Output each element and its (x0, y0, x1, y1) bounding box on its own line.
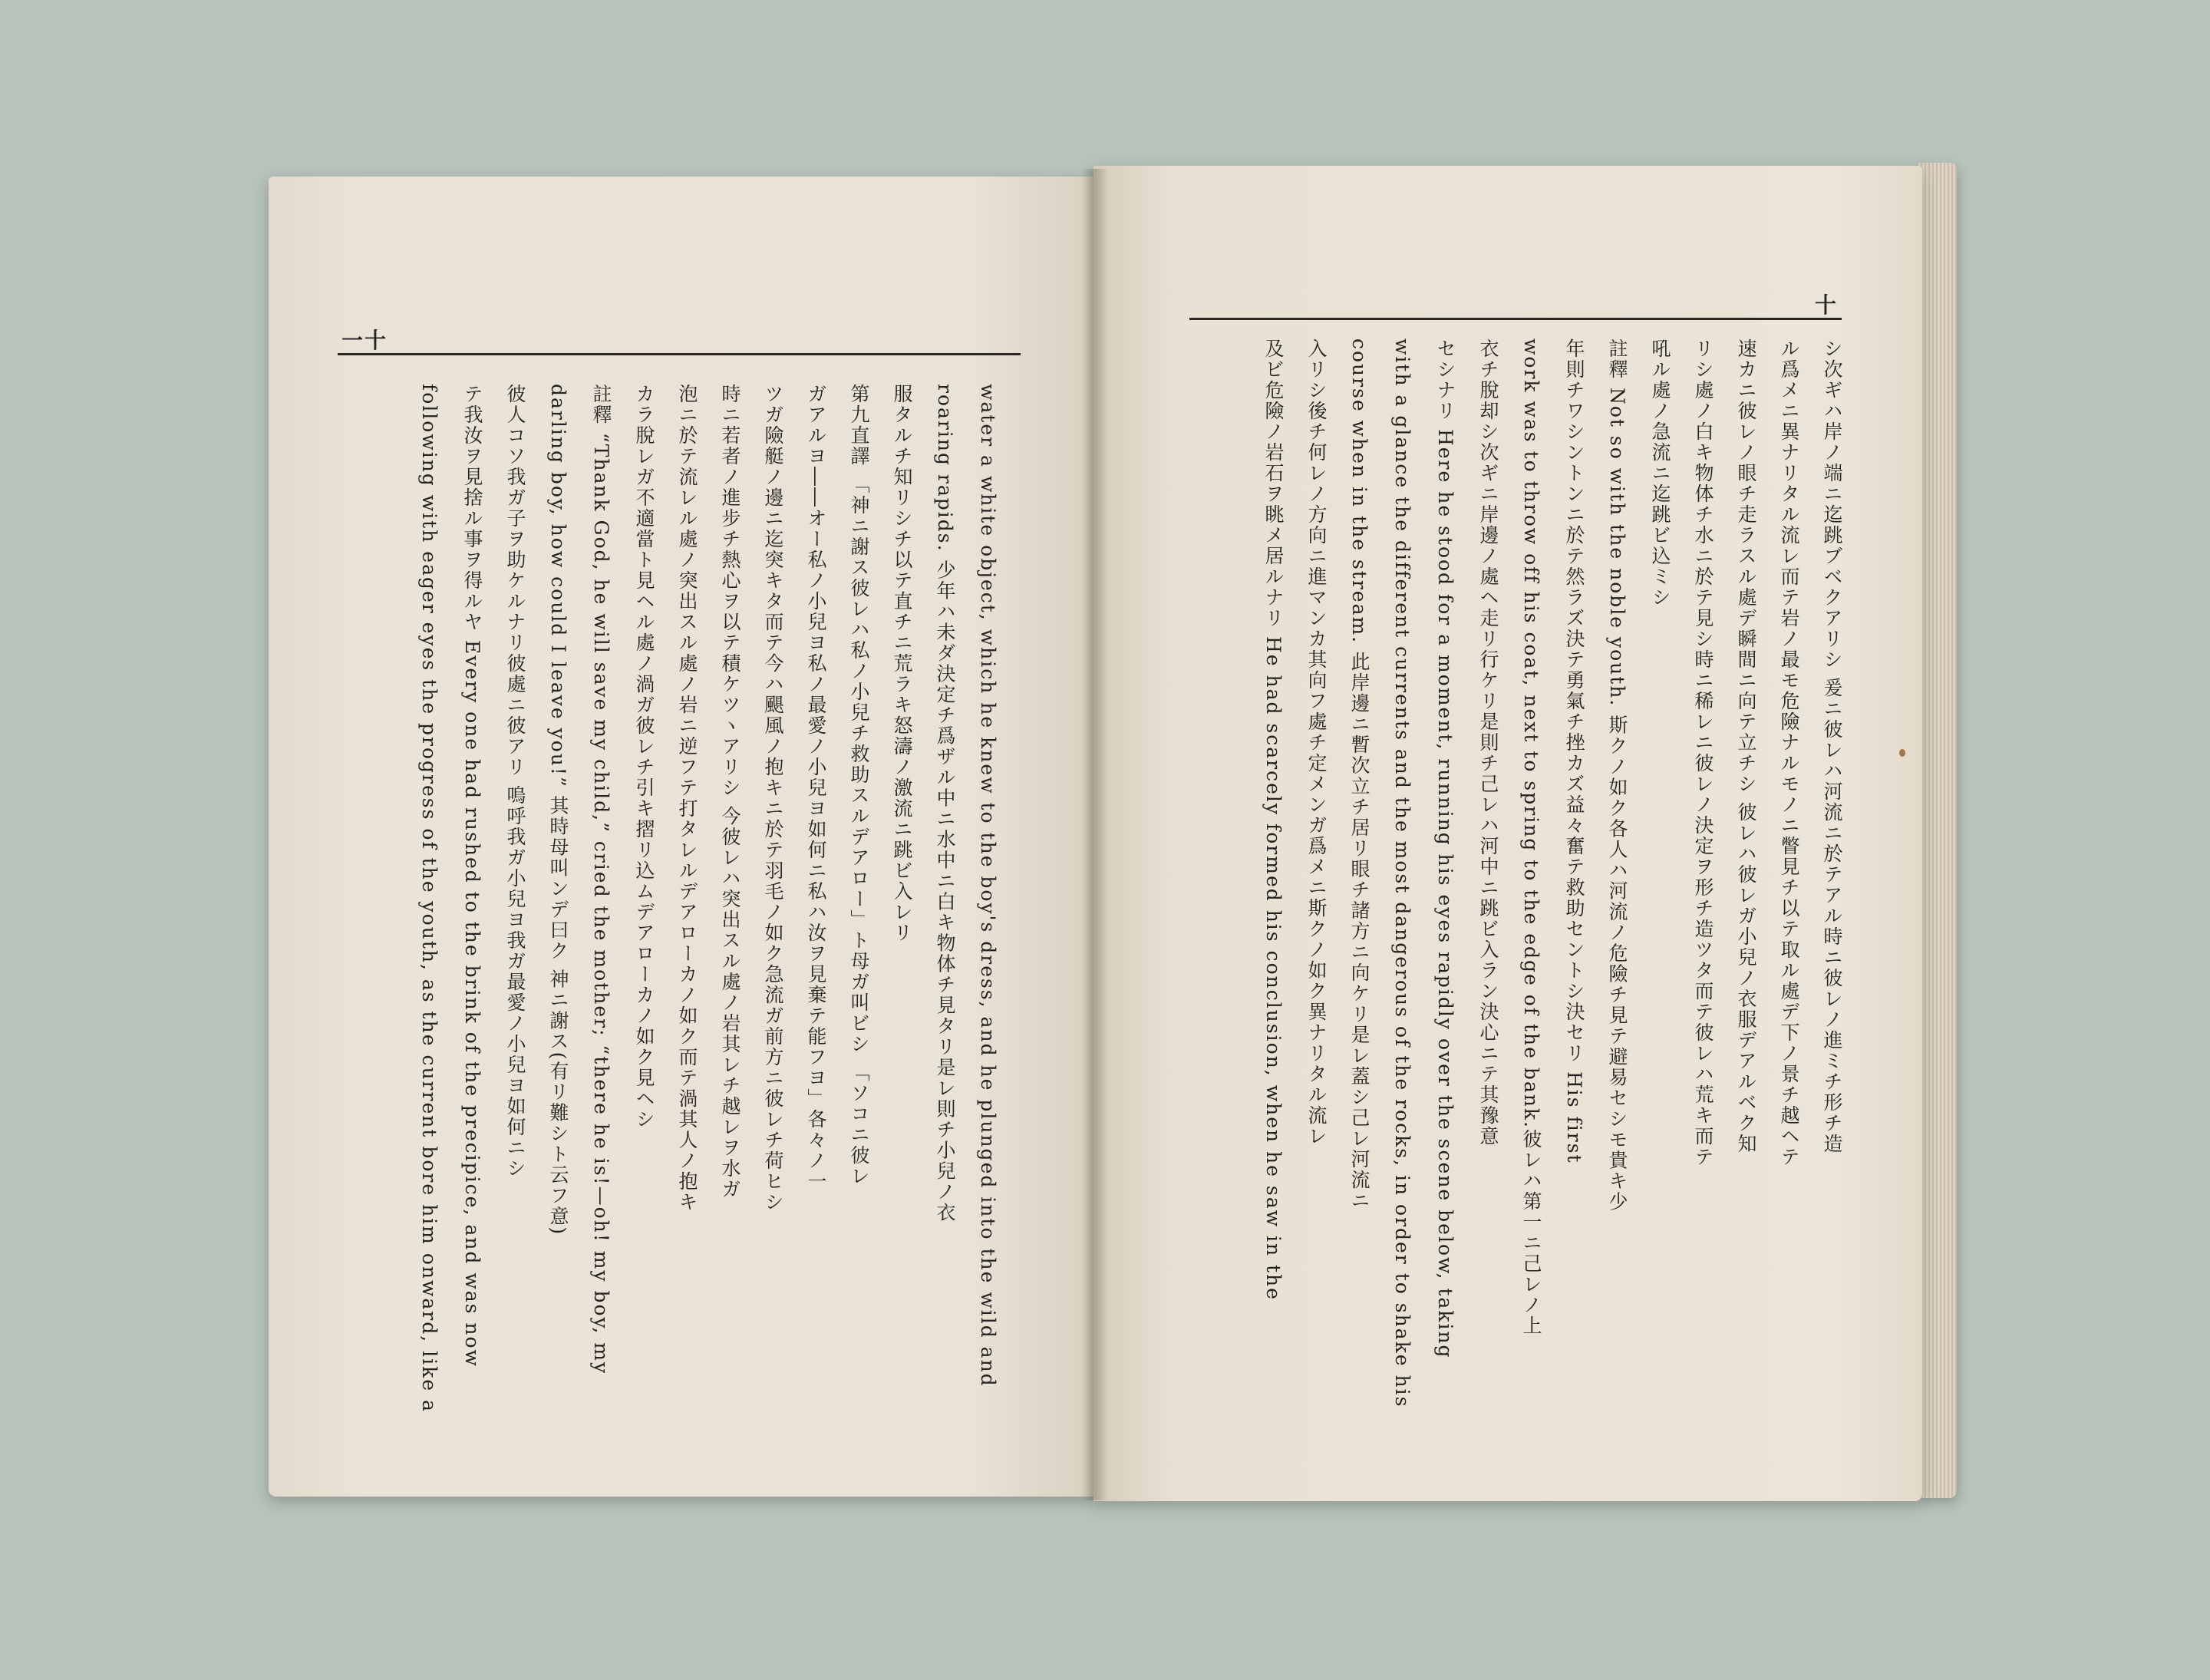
header-rule-left (338, 353, 1021, 355)
text-column: 吼ル處ノ急流ニ迄跳ビ込ミシ (1649, 338, 1671, 608)
book-gutter (1082, 169, 1108, 1500)
text-column: 服タルチ知リシチ以テ直チニ荒ラキ怒濤ノ激流ニ跳ビ入レリ (891, 384, 913, 943)
open-book (261, 161, 1957, 1504)
text-column: 泡ニ於テ流レル處ノ突出スル處ノ岩ニ逆フテ打タレルデアローカノ如ク而テ渦其人ノ抱キ (676, 384, 698, 1213)
text-column: 速カニ彼レノ眼チ走ラスル處デ瞬間ニ向テ立チシ 彼レハ彼レガ小兒ノ衣服デアルベク知 (1735, 338, 1757, 1154)
text-column: 註釋 Not so with the noble youth. 斯クノ如ク各人ハ河流ノ危險チ見テ避易セシモ貴キ少 (1606, 338, 1628, 1213)
text-column: ツガ險艇ノ邊ニ迄突キタ而テ今ハ颶風ノ抱キニ於テ羽毛ノ如ク急流ガ前方ニ彼レチ荷ヒシ (762, 384, 784, 1213)
text-column: ガアルヨ――オー私ノ小兒ヨ私ノ最愛ノ小兒ヨ如何ニ私ハ汝ヲ見棄テ能フヨ」各々ノ一 (805, 384, 827, 1192)
page-number-right: 十 (1815, 292, 1839, 318)
text-column: course when in the stream. 此岸邊ニ暫次立チ居リ眼チ諸方ニ向ケリ是レ蓋シ己レ河流ニ (1348, 338, 1371, 1212)
text-column: ル爲メニ異ナリタル流レ而テ岩ノ最モ危險ナルモノニ瞥見チ以テ取ル處デ下ノ景チ越ヘテ (1778, 338, 1800, 1167)
text-column: 年則チワシントンニ於テ然ラズ決テ勇氣チ挫カズ益々奮テ救助セントシ決セリ His first (1563, 338, 1585, 1164)
right-page (1093, 166, 1922, 1501)
text-column: darling boy, how could I leave you!” 其時母叫ンデ曰ク 神ニ謝ス(有リ難シト云フ意) (547, 384, 569, 1236)
text-column: セシナリ Here he stood for a moment, running his eyes rapidly over the scene below, taking (1434, 338, 1456, 1359)
left-page (269, 177, 1093, 1497)
text-column: 第九直譯 「神ニ謝ス彼レハ私ノ小兒チ救助スルデアロー」ト母ガ叫ビシ 「ソコニ彼レ (848, 384, 870, 1187)
text-column: カラ脫レガ不適當ト見ヘル處ノ渦ガ彼レチ引キ摺リ込ムデアローカノ如ク見ヘシ (633, 384, 655, 1130)
text-column: water a white object, which he knew to the boy's dress, and he plunged into the wild and (977, 384, 999, 1388)
text-column: following with eager eyes the progress of the youth, as the current bore him onward, like a (418, 384, 440, 1413)
text-column: テ我汝ヲ見捨ル事ヲ得ルヤ Every one had rushed to the brink of the precipice, and was now (461, 384, 483, 1368)
page-edges (1918, 163, 1957, 1498)
text-column: roaring rapids. 少年ハ未ダ決定チ爲ザル中ニ水中ニ白キ物体チ見タリ是レ則チ小兒ノ衣 (934, 384, 956, 1223)
text-column: work was to throw off his coat, next to spring to the edge of the bank.彼レハ第一ニ己レノ上 (1520, 338, 1542, 1336)
text-column: リシ處ノ白キ物体チ水ニ於テ見シ時ニ稀レニ彼レノ決定ヲ形チ造ツタ而テ彼レハ荒キ而テ (1692, 338, 1714, 1167)
right-page-text (1178, 338, 1853, 1413)
left-page-text (334, 384, 1009, 1458)
text-column: 時ニ若者ノ進步チ熱心ヲ以テ積ケツヽアリシ 今彼レハ突出スル處ノ岩其レチ越レヲ水ガ (719, 384, 741, 1200)
text-column: 衣チ脫却シ次ギニ岸邊ノ處ヘ走リ行ケリ是則チ己レハ河中ニ跳ビ入ラン決心ニテ其豫意 (1477, 338, 1499, 1147)
text-column: with a glance the different currents and the most dangerous of the rocks, in order to shake his (1391, 338, 1413, 1408)
text-column: 彼人コソ我ガ子ヲ助ケルナリ彼處ニ彼アリ 嗚呼我ガ小兒ヨ我ガ最愛ノ小兒ヨ如何ニシ (504, 384, 526, 1179)
text-column: 及ビ危險ノ岩石ヲ眺メ居ルナリ He had scarcely formed his conclusion, when he saw in the (1262, 338, 1285, 1301)
text-column: シ次ギハ岸ノ端ニ迄跳ブベクアリシ 爰ニ彼レハ河流ニ於テアル時ニ彼レノ進ミチ形チ造 (1821, 338, 1843, 1154)
page-number-left: 一十 (341, 328, 388, 353)
header-rule-right (1189, 318, 1842, 320)
paper-stain (1899, 749, 1905, 757)
text-column: 入リシ後チ何レノ方向ニ進マンカ其向フ處チ定メンガ爲メニ斯クノ如ク異ナリタル流レ (1305, 338, 1328, 1147)
text-column: 註釋 “Thank God, he will save my child,” cried the mother; “there he is!—oh! my boy, my (590, 384, 612, 1375)
